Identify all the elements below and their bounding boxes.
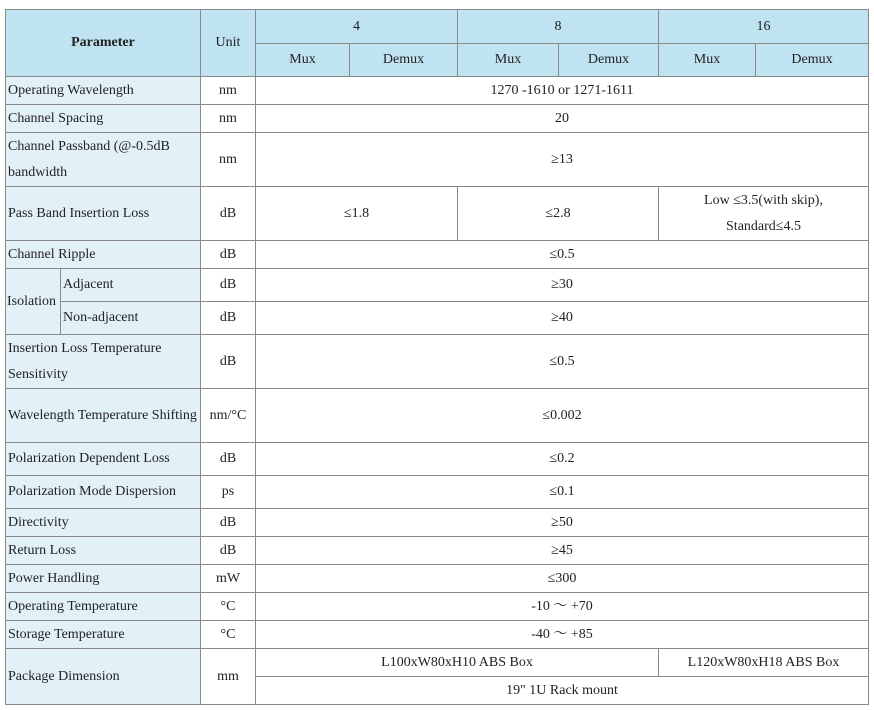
param-name: Directivity [6, 509, 201, 537]
package-box-small: L100xW80xH10 ABS Box [256, 649, 659, 677]
param-unit: dB [201, 187, 256, 241]
group-4-header: 4 [256, 10, 458, 44]
param-value: ≤0.1 [256, 476, 869, 509]
param-unit: dB [201, 302, 256, 335]
param-unit: nm [201, 105, 256, 133]
param-unit: mW [201, 565, 256, 593]
param-name: Return Loss [6, 537, 201, 565]
param-name: Package Dimension [6, 649, 201, 705]
param-unit: dB [201, 241, 256, 269]
param-name: Operating Wavelength [6, 77, 201, 105]
table-row [6, 509, 869, 537]
param-name: Operating Temperature [6, 593, 201, 621]
param-unit: °C [201, 593, 256, 621]
param-unit: nm/°C [201, 389, 256, 443]
param-value: ≥30 [256, 269, 869, 302]
param-name: Pass Band Insertion Loss [6, 187, 201, 241]
param-value: ≤300 [256, 565, 869, 593]
param-unit: dB [201, 335, 256, 389]
param-unit: °C [201, 621, 256, 649]
package-box-large: L120xW80xH18 ABS Box [659, 649, 869, 677]
table-row [6, 443, 869, 476]
table-row [6, 335, 869, 389]
param-value: ≥40 [256, 302, 869, 335]
table-row [6, 476, 869, 509]
param-value: ≥13 [256, 133, 869, 187]
param-name: Storage Temperature [6, 621, 201, 649]
table-row [6, 269, 869, 302]
isolation-label: Isolation [6, 269, 61, 335]
param-value-8ch: ≤2.8 [458, 187, 659, 241]
parameter-header: Parameter [6, 10, 201, 77]
group-8-header: 8 [458, 10, 659, 44]
unit-header: Unit [201, 10, 256, 77]
param-value: -10 ～ +70 [256, 593, 869, 621]
spec-table [5, 9, 869, 705]
value-line-2: Standard≤4.5 [726, 218, 801, 234]
param-unit: nm [201, 77, 256, 105]
group-16-header: 16 [659, 10, 869, 44]
demux-header: Demux [756, 44, 869, 77]
param-unit: ps [201, 476, 256, 509]
table-row [6, 649, 869, 677]
param-name: Channel Spacing [6, 105, 201, 133]
table-row [6, 565, 869, 593]
param-name: Power Handling [6, 565, 201, 593]
mux-header: Mux [458, 44, 559, 77]
package-rack: 19" 1U Rack mount [256, 677, 869, 705]
value-line-1: Low ≤3.5(with skip), [704, 192, 823, 208]
param-name: Wavelength Temperature Shifting [6, 389, 201, 443]
table-row [6, 187, 869, 241]
param-name: Insertion Loss Temperature Sensitivity [6, 335, 201, 389]
param-unit: dB [201, 509, 256, 537]
table-row [6, 389, 869, 443]
param-unit: dB [201, 269, 256, 302]
param-value: ≤0.5 [256, 335, 869, 389]
table-row [6, 302, 869, 335]
param-name: Adjacent [61, 269, 201, 302]
param-value: ≤0.2 [256, 443, 869, 476]
param-unit: mm [201, 649, 256, 705]
param-name: Channel Ripple [6, 241, 201, 269]
table-row [6, 133, 869, 187]
param-unit: dB [201, 443, 256, 476]
mux-header: Mux [659, 44, 756, 77]
table-row [6, 241, 869, 269]
table-row [6, 621, 869, 649]
param-value: ≥50 [256, 509, 869, 537]
param-name: Polarization Dependent Loss [6, 443, 201, 476]
param-value-4ch: ≤1.8 [256, 187, 458, 241]
table-row [6, 537, 869, 565]
spec-table-container [5, 9, 869, 705]
table-row [6, 77, 869, 105]
param-name: Channel Passband (@-0.5dB bandwidth [6, 133, 201, 187]
mux-header: Mux [256, 44, 350, 77]
header-row-top [6, 10, 869, 44]
param-value: 20 [256, 105, 869, 133]
param-name: Polarization Mode Dispersion [6, 476, 201, 509]
demux-header: Demux [350, 44, 458, 77]
param-name: Non-adjacent [61, 302, 201, 335]
param-value: ≤0.002 [256, 389, 869, 443]
param-unit: dB [201, 537, 256, 565]
param-value: -40 ～ +85 [256, 621, 869, 649]
demux-header: Demux [559, 44, 659, 77]
param-value: 1270 -1610 or 1271-1611 [256, 77, 869, 105]
param-value: ≥45 [256, 537, 869, 565]
table-row [6, 105, 869, 133]
table-row [6, 593, 869, 621]
param-value-16ch [659, 187, 869, 241]
param-unit: nm [201, 133, 256, 187]
param-value: ≤0.5 [256, 241, 869, 269]
